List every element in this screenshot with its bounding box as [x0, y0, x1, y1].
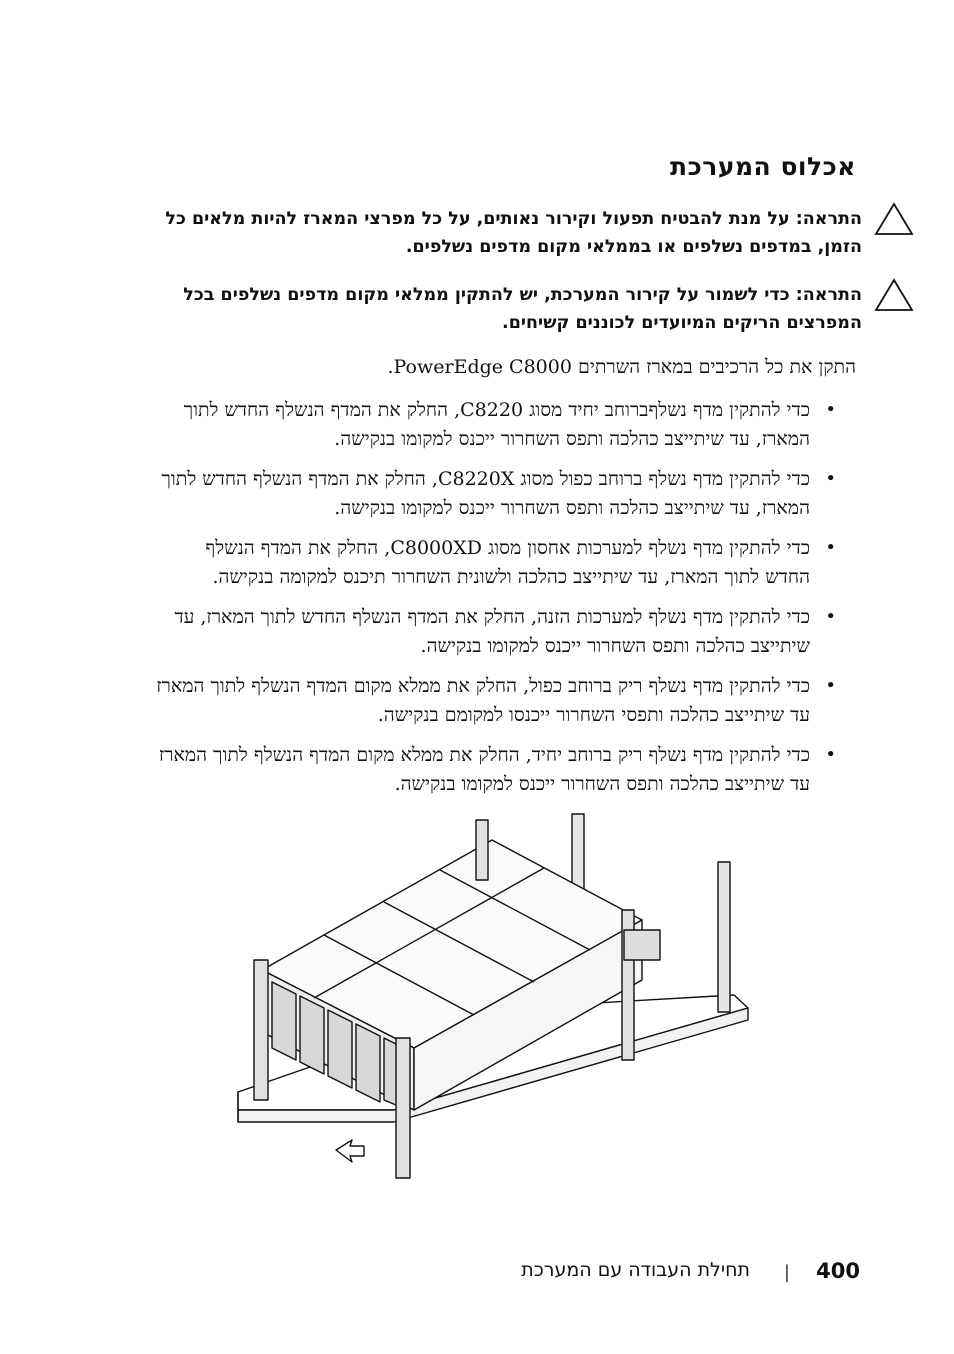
list-item: [156, 534, 856, 591]
instruction-list: [156, 396, 856, 810]
footer-separator: |: [783, 1262, 790, 1283]
chassis-installation-illustration: [224, 810, 758, 1220]
list-item: [156, 672, 856, 729]
bullet-icon: •: [825, 675, 836, 696]
bullet-icon: •: [825, 606, 836, 627]
caution-text: על מנת להבטיח תפעול וקירור נאותים, על כל מפרצי המארז להיות מלאים כל הזמן, במדפים נשלפים או בממלאי מקום מדפים נשלפים.: [165, 209, 862, 257]
bullet-icon: •: [825, 537, 836, 558]
caution-note-2: [132, 281, 862, 337]
bullet-icon: •: [825, 399, 836, 420]
bullet-icon: •: [825, 744, 836, 765]
direction-arrow-icon: [336, 1140, 364, 1162]
front-rack-post: [396, 1038, 410, 1178]
list-item-text: כדי להתקין מדף נשלף למערכות אחסון מסוג C8000XD, החלק את המדף הנשלף החדש לתוך המארז, עד שיתייצב כהלכה ולשונית השחרור תיכנס למקומה בנקישה.: [205, 537, 810, 588]
front-rack-post: [254, 960, 268, 1100]
list-item-text: כדי להתקין מדף נשלף ברוחב כפול מסוג C8220X, החלק את המדף הנשלף החדש לתוך המארז, עד שיתייצב כהלכה ותפס השחרור ייכנס למקומו בנקישה.: [161, 468, 810, 519]
chassis-handle: [624, 930, 660, 960]
list-item: [156, 465, 856, 522]
list-item-text: כדי להתקין מדף נשלףברוחב יחיד מסוג C8220, החלק את המדף הנשלף החדש לתוך המארז, עד שיתייצב כהלכה ותפס השחרור ייכנס למקומו בנקישה.: [183, 399, 810, 450]
caution-label: התראה:: [795, 285, 862, 305]
page-number: 400: [816, 1259, 860, 1283]
caution-triangle-icon: [874, 278, 914, 312]
running-head: תחילת העבודה עם המערכת: [521, 1259, 750, 1281]
caution-note-1: [132, 205, 862, 261]
caution-text: כדי לשמור על קירור המערכת, יש להתקין ממלאי מקום מדפים נשלפים בכל המפרצים הריקים המיועדים לכוננים קשיחים.: [183, 285, 862, 333]
bullet-icon: •: [825, 468, 836, 489]
rear-rack-rail: [718, 862, 730, 1012]
caution-triangle-icon: [874, 202, 914, 236]
list-item: [156, 741, 856, 798]
intro-paragraph: התקן את כל הרכיבים במארז השרתים PowerEdge C8000.: [387, 356, 856, 378]
list-item: [156, 603, 856, 660]
list-item-text: כדי להתקין מדף נשלף ריק ברוחב יחיד, החלק את ממלא מקום המדף הנשלף לתוך המארז עד שיתייצב כהלכה ותפס השחרור ייכנס למקומו בנקישה.: [158, 744, 810, 795]
list-item: [156, 396, 856, 453]
front-rack-post: [476, 820, 488, 880]
section-title: אכלוס המערכת: [670, 152, 856, 181]
caution-label: התראה:: [795, 209, 862, 229]
list-item-text: כדי להתקין מדף נשלף למערכות הזנה, החלק את המדף הנשלף החדש לתוך המארז, עד שיתייצב כהלכה ותפס השחרור ייכנס למקומו בנקישה.: [174, 606, 810, 657]
list-item-text: כדי להתקין מדף נשלף ריק ברוחב כפול, החלק את ממלא מקום המדף הנשלף לתוך המארז עד שיתייצב כהלכה ותפסי השחרור ייכנסו למקומם בנקישה.: [156, 675, 810, 726]
